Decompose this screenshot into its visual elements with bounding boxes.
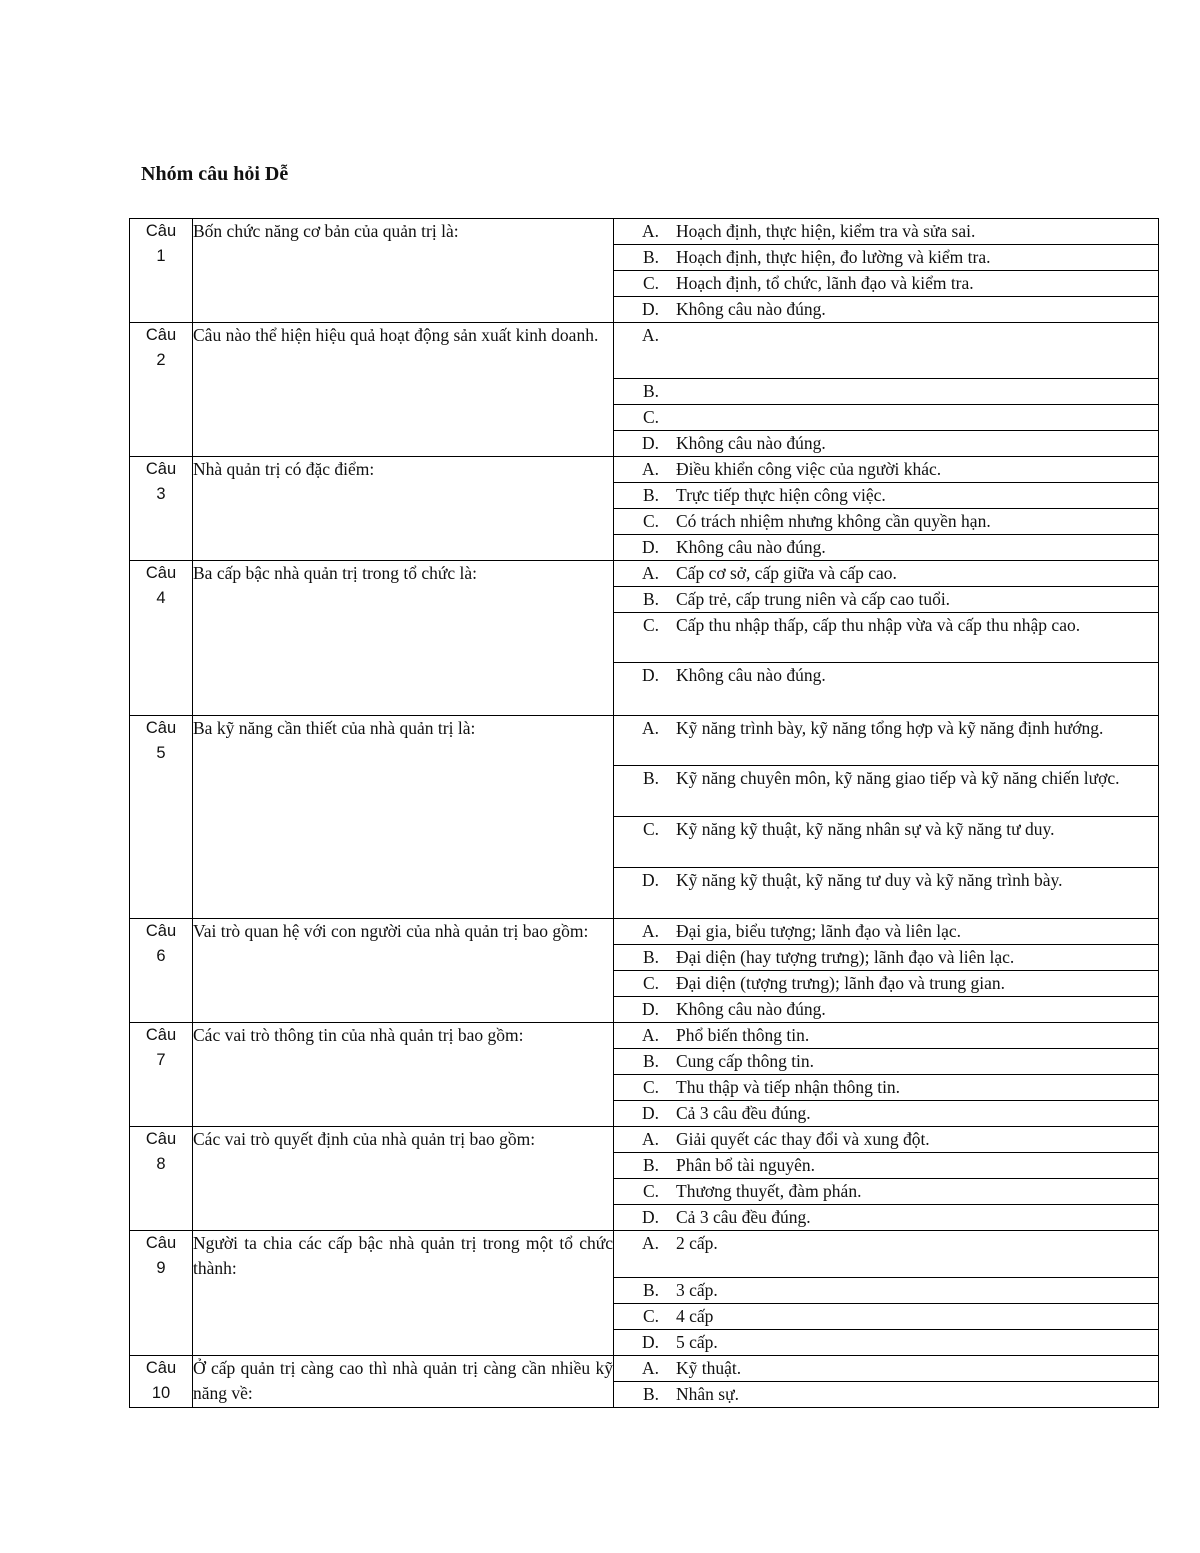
answer-option: [614, 1049, 1159, 1075]
question-number-value: 10: [151, 1384, 171, 1402]
answer-option: [614, 271, 1159, 297]
option-text: Cấp thu nhập thấp, cấp thu nhập vừa và cấp thu nhập cao.: [676, 615, 1081, 635]
option-letter: B.: [642, 768, 659, 788]
option-text: Điều khiển công việc của người khác.: [676, 459, 942, 479]
option-letter: D.: [641, 999, 659, 1019]
question-number: [130, 1231, 193, 1356]
option-letter: A.: [641, 1129, 659, 1149]
option-letter: C.: [642, 1181, 659, 1201]
option-text: Cung cấp thông tin.: [676, 1051, 815, 1071]
option-letter: D.: [641, 1103, 659, 1123]
option-letter: A.: [641, 221, 659, 241]
question-number-value: 1: [156, 247, 166, 265]
question-number-label: Câu: [145, 1234, 177, 1252]
question-number: [130, 1356, 193, 1408]
question-number-label: Câu: [145, 326, 177, 344]
question-text: Bốn chức năng cơ bản của quản trị là:: [193, 219, 614, 323]
question-number-value: 8: [156, 1155, 166, 1173]
question-number: [130, 323, 193, 457]
answer-option: [614, 663, 1159, 716]
question-number-value: 7: [156, 1051, 166, 1069]
option-text: [659, 323, 1158, 348]
option-text: Kỹ năng kỹ thuật, kỹ năng tư duy và kỹ năng trình bày.: [676, 870, 1063, 890]
question-number-label: Câu: [145, 1130, 177, 1148]
answer-option: [614, 457, 1159, 483]
option-letter: D.: [641, 1332, 659, 1352]
option-letter: B.: [642, 589, 659, 609]
option-letter: B.: [642, 1155, 659, 1175]
question-table: [129, 218, 1159, 1408]
question-number-label: Câu: [145, 564, 177, 582]
option-letter: A.: [641, 718, 659, 738]
option-text: Không câu nào đúng.: [676, 433, 826, 453]
answer-option: [614, 1231, 1159, 1278]
option-text: Kỹ năng trình bày, kỹ năng tổng hợp và kỹ năng định hướng.: [676, 718, 1104, 738]
option-letter: C.: [642, 973, 659, 993]
answer-option: [614, 971, 1159, 997]
answer-option: [614, 379, 1159, 405]
question-number-label: Câu: [145, 922, 177, 940]
answer-option: [614, 1330, 1159, 1356]
option-letter: A.: [641, 563, 659, 583]
question-text: Ba cấp bậc nhà quản trị trong tổ chức là:: [193, 561, 614, 716]
question-text: Các vai trò thông tin của nhà quản trị bao gồm:: [193, 1023, 614, 1127]
option-text: Cả 3 câu đều đúng.: [676, 1103, 811, 1123]
answer-option: [614, 716, 1159, 766]
option-letter: D.: [641, 299, 659, 319]
question-number-label: Câu: [145, 1359, 177, 1377]
option-letter: D.: [641, 665, 659, 685]
answer-option: [614, 1023, 1159, 1049]
option-text: Không câu nào đúng.: [676, 999, 826, 1019]
answer-option: [614, 1179, 1159, 1205]
question-number: [130, 457, 193, 561]
question-number-value: 5: [156, 744, 166, 762]
option-text: Thương thuyết, đàm phán.: [676, 1181, 862, 1201]
question-text: Câu nào thể hiện hiệu quả hoạt động sản xuất kinh doanh.: [193, 323, 614, 457]
option-letter: A.: [641, 1233, 659, 1253]
question-number: [130, 1023, 193, 1127]
option-text: 5 cấp.: [676, 1332, 718, 1352]
answer-option: [614, 766, 1159, 817]
option-text: Đại diện (hay tượng trưng); lãnh đạo và liên lạc.: [676, 947, 1015, 967]
question-number-label: Câu: [145, 1026, 177, 1044]
option-text: [659, 379, 1158, 404]
answer-option: [614, 945, 1159, 971]
option-letter: B.: [642, 1384, 659, 1404]
question-text: Các vai trò quyết định của nhà quản trị bao gồm:: [193, 1127, 614, 1231]
option-letter: D.: [641, 870, 659, 890]
option-letter: B.: [642, 1051, 659, 1071]
option-text: Thu thập và tiếp nhận thông tin.: [676, 1077, 901, 1097]
question-row: [130, 1127, 1159, 1153]
option-letter: B.: [642, 381, 659, 401]
option-text: Cấp trẻ, cấp trung niên và cấp cao tuổi.: [676, 589, 951, 609]
option-text: Hoạch định, thực hiện, kiểm tra và sửa sai.: [676, 221, 976, 241]
question-row: [130, 219, 1159, 245]
answer-option: [614, 1101, 1159, 1127]
question-text: Người ta chia các cấp bậc nhà quản trị trong một tổ chức thành:: [193, 1231, 614, 1356]
answer-option: [614, 509, 1159, 535]
answer-option: [614, 997, 1159, 1023]
option-text: Không câu nào đúng.: [676, 537, 826, 557]
answer-option: [614, 561, 1159, 587]
option-letter: B.: [642, 247, 659, 267]
question-number-value: 3: [156, 485, 166, 503]
question-row: [130, 457, 1159, 483]
answer-option: [614, 1127, 1159, 1153]
question-number-value: 4: [156, 589, 166, 607]
option-text: Nhân sự.: [676, 1384, 739, 1404]
question-row: [130, 919, 1159, 945]
option-letter: C.: [642, 615, 659, 635]
question-number-value: 2: [156, 351, 166, 369]
answer-option: [614, 405, 1159, 431]
page-title: Nhóm câu hỏi Dễ: [141, 163, 289, 185]
question-text: Vai trò quan hệ với con người của nhà quản trị bao gồm:: [193, 919, 614, 1023]
option-text: Phân bổ tài nguyên.: [676, 1155, 816, 1175]
answer-option: [614, 1382, 1159, 1408]
answer-option: [614, 323, 1159, 379]
answer-option: [614, 919, 1159, 945]
answer-option: [614, 1304, 1159, 1330]
option-letter: D.: [641, 433, 659, 453]
question-number: [130, 561, 193, 716]
option-text: Giải quyết các thay đổi và xung đột.: [676, 1129, 930, 1149]
option-text: Hoạch định, tổ chức, lãnh đạo và kiểm tra.: [676, 273, 974, 293]
option-letter: A.: [641, 921, 659, 941]
option-text: Cấp cơ sở, cấp giữa và cấp cao.: [676, 563, 897, 583]
question-row: [130, 1231, 1159, 1278]
answer-option: [614, 1153, 1159, 1179]
question-number: [130, 716, 193, 919]
question-number-label: Câu: [145, 719, 177, 737]
option-letter: C.: [642, 1306, 659, 1326]
option-text: Đại diện (tượng trưng); lãnh đạo và trung gian.: [676, 973, 1006, 993]
option-text: Đại gia, biểu tượng; lãnh đạo và liên lạc.: [676, 921, 962, 941]
answer-option: [614, 1075, 1159, 1101]
option-letter: B.: [642, 1280, 659, 1300]
option-text: Kỹ năng chuyên môn, kỹ năng giao tiếp và kỹ năng chiến lược.: [676, 768, 1120, 788]
option-text: Có trách nhiệm nhưng không cần quyền hạn.: [676, 511, 991, 531]
option-letter: C.: [642, 819, 659, 839]
answer-option: [614, 297, 1159, 323]
answer-option: [614, 868, 1159, 919]
option-letter: B.: [642, 485, 659, 505]
option-letter: B.: [642, 947, 659, 967]
question-row: [130, 716, 1159, 766]
option-text: Phổ biến thông tin.: [676, 1025, 810, 1045]
question-number: [130, 919, 193, 1023]
option-letter: C.: [642, 1077, 659, 1097]
answer-option: [614, 535, 1159, 561]
option-letter: C.: [642, 273, 659, 293]
option-letter: D.: [641, 1207, 659, 1227]
option-text: 2 cấp.: [676, 1233, 718, 1253]
question-text: Ở cấp quản trị càng cao thì nhà quản trị càng cần nhiều kỹ năng về:: [193, 1356, 614, 1408]
option-text: 3 cấp.: [676, 1280, 718, 1300]
question-table-body: [130, 219, 1159, 1408]
question-number: [130, 1127, 193, 1231]
answer-option: [614, 1205, 1159, 1231]
option-letter: D.: [641, 537, 659, 557]
question-text: Ba kỹ năng cần thiết của nhà quản trị là:: [193, 716, 614, 919]
answer-option: [614, 1356, 1159, 1382]
question-number-label: Câu: [145, 460, 177, 478]
answer-option: [614, 613, 1159, 663]
answer-option: [614, 431, 1159, 457]
option-letter: A.: [641, 459, 659, 479]
option-text: [659, 405, 1158, 430]
question-text: Nhà quản trị có đặc điểm:: [193, 457, 614, 561]
option-letter: C.: [642, 511, 659, 531]
answer-option: [614, 1278, 1159, 1304]
option-text: Trực tiếp thực hiện công việc.: [676, 485, 886, 505]
answer-option: [614, 219, 1159, 245]
option-text: Kỹ năng kỹ thuật, kỹ năng nhân sự và kỹ năng tư duy.: [676, 819, 1055, 839]
question-row: [130, 1023, 1159, 1049]
option-text: Không câu nào đúng.: [676, 665, 826, 685]
option-text: 4 cấp: [676, 1306, 714, 1326]
answer-option: [614, 483, 1159, 509]
option-text: Hoạch định, thực hiện, đo lường và kiểm tra.: [676, 247, 991, 267]
option-text: Kỹ thuật.: [676, 1358, 742, 1378]
question-number-label: Câu: [145, 222, 177, 240]
option-text: Không câu nào đúng.: [676, 299, 826, 319]
option-letter: A.: [641, 1358, 659, 1378]
answer-option: [614, 587, 1159, 613]
option-text: Cả 3 câu đều đúng.: [676, 1207, 811, 1227]
answer-option: [614, 245, 1159, 271]
question-number-value: 9: [156, 1259, 166, 1277]
question-row: [130, 1356, 1159, 1382]
question-row: [130, 323, 1159, 379]
question-number-value: 6: [156, 947, 166, 965]
question-number: [130, 219, 193, 323]
question-row: [130, 561, 1159, 587]
answer-option: [614, 817, 1159, 868]
option-letter: A.: [641, 1025, 659, 1045]
option-letter: A.: [641, 325, 659, 345]
option-letter: C.: [642, 407, 659, 427]
